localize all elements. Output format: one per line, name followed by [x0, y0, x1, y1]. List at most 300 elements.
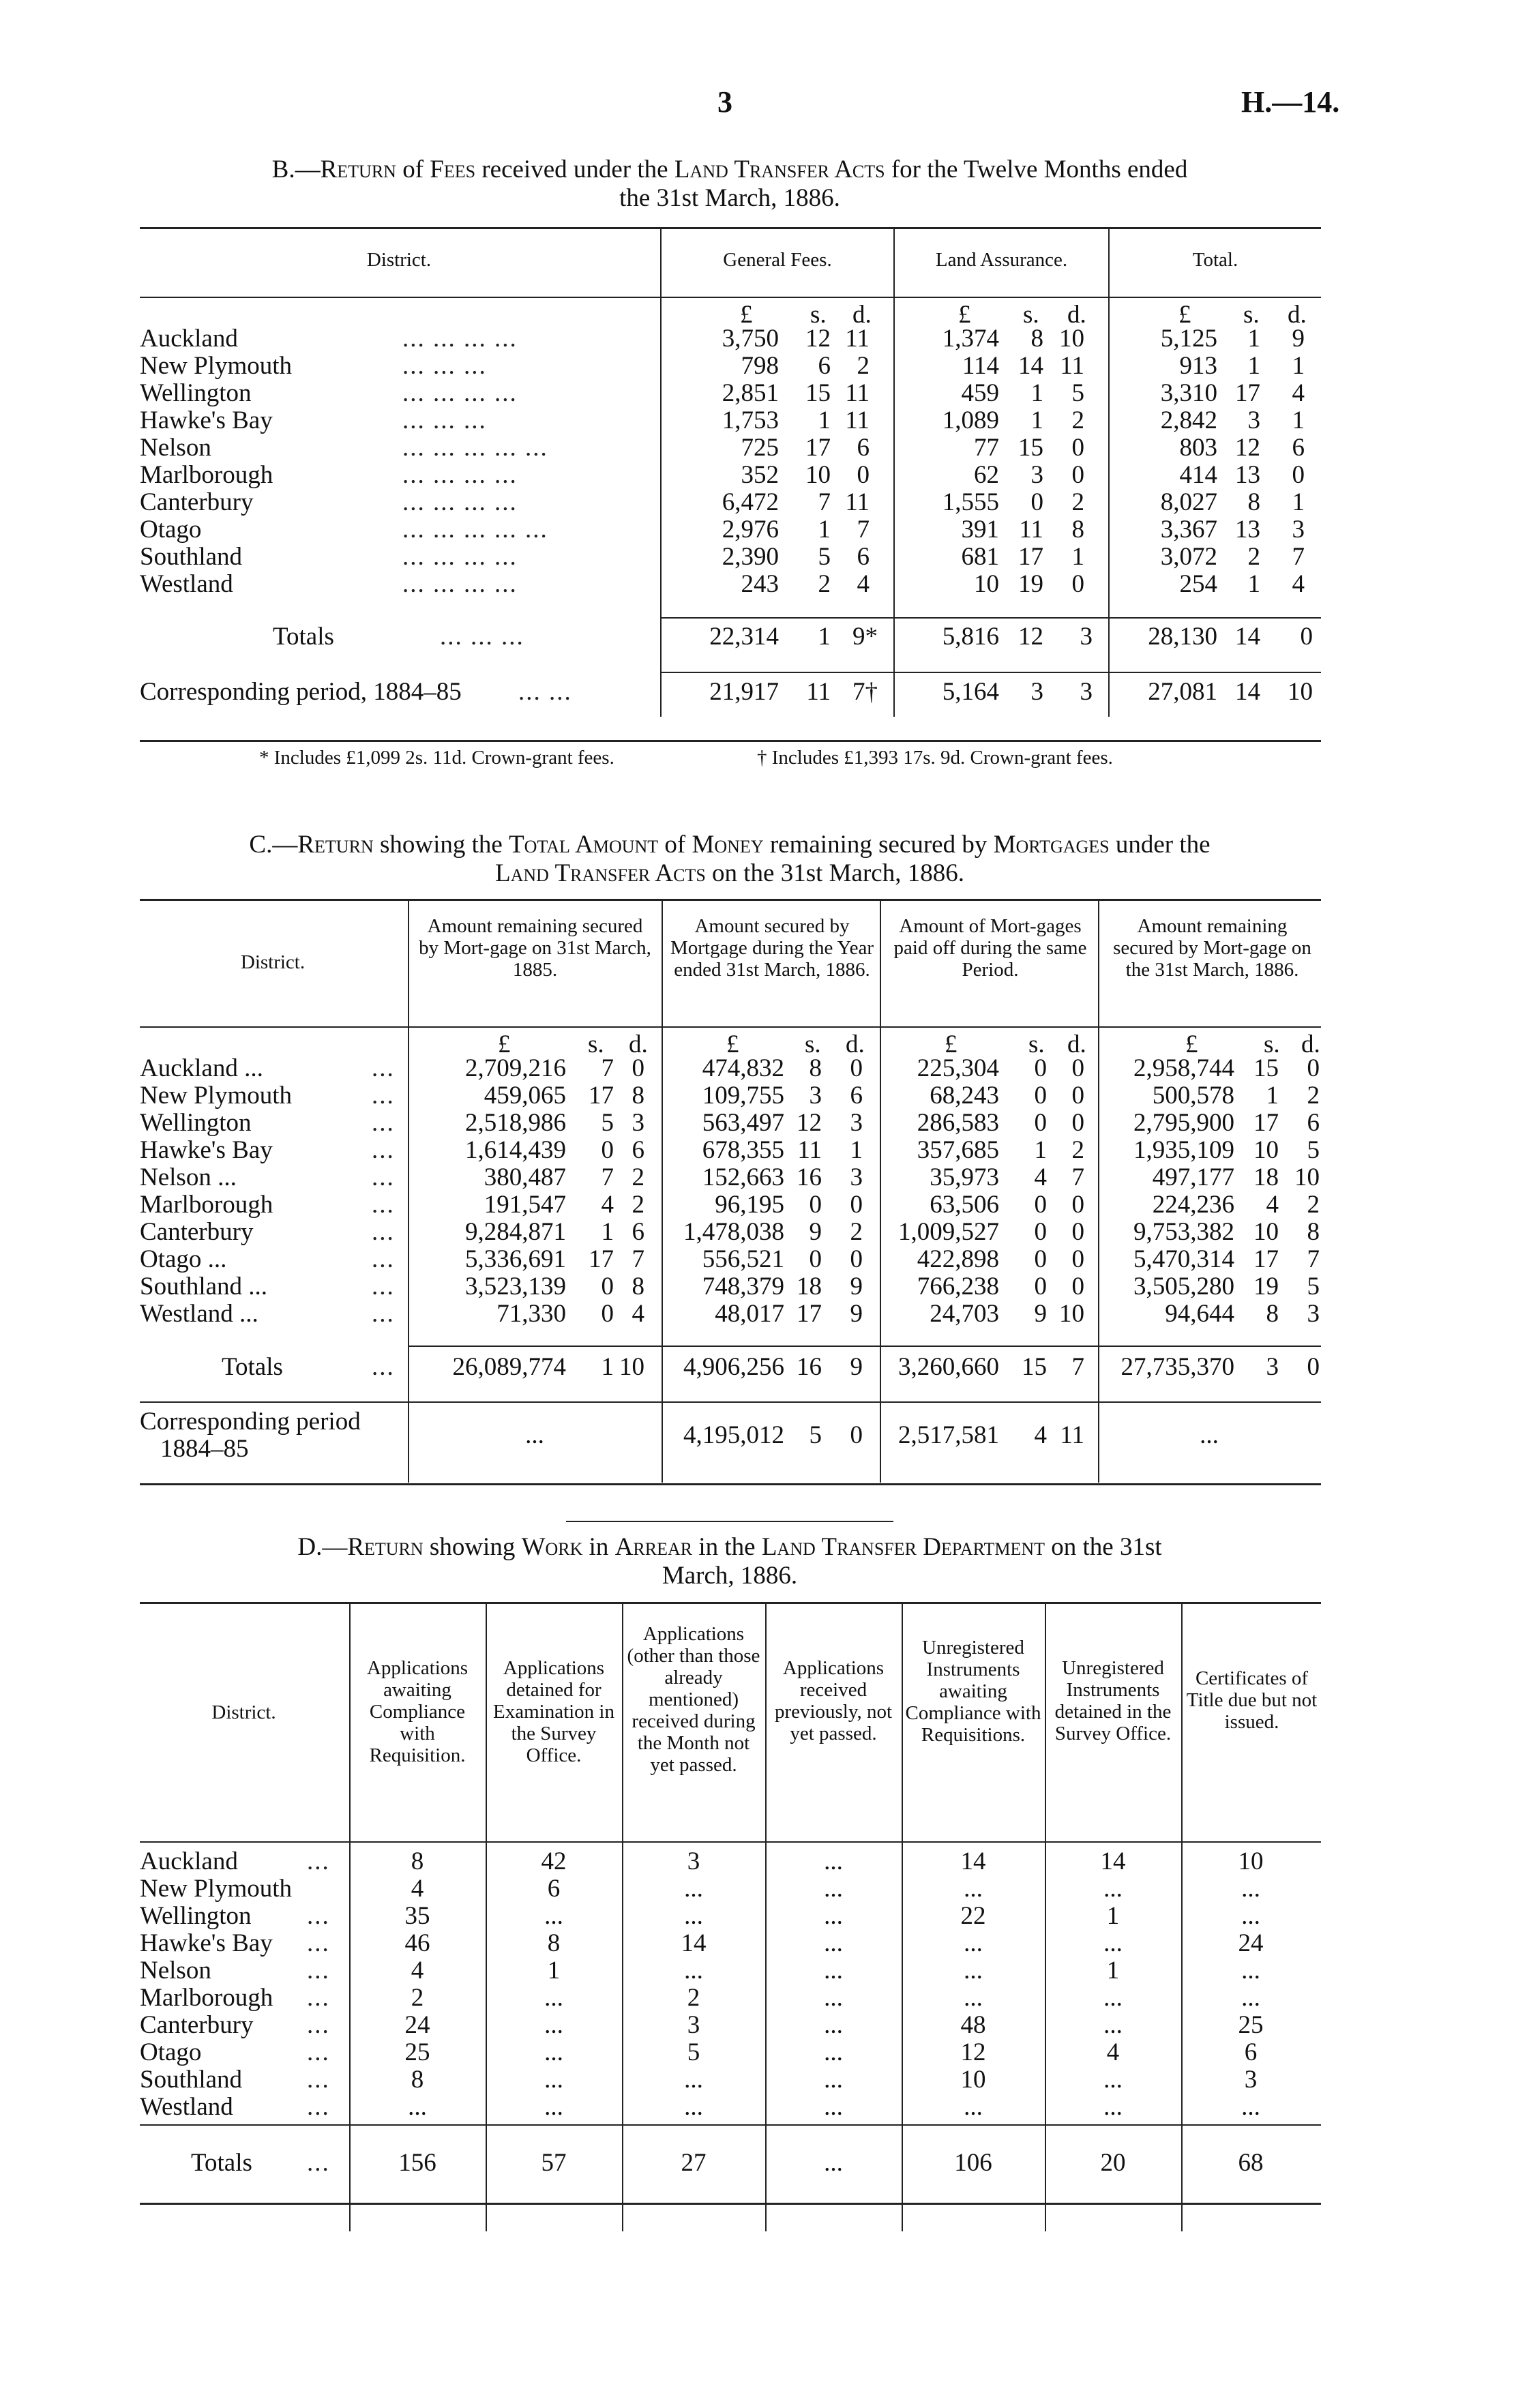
value-col-5: ...	[964, 2093, 983, 2121]
tot-pence: 9	[1292, 325, 1305, 353]
gf-pounds: 22,314	[709, 623, 779, 651]
section-b-totals-rule	[660, 617, 1321, 619]
district-name: Marlborough	[140, 1191, 273, 1219]
tot-pounds: 3,310	[1160, 379, 1217, 407]
b-pounds: 96,195	[715, 1191, 784, 1219]
table-row	[0, 542, 1514, 569]
a-pence: 2	[632, 1163, 644, 1191]
gf-shillings: 17	[805, 434, 831, 462]
corresponding-label-year: 1884–85	[160, 1435, 249, 1463]
tot-shillings: 17	[1235, 379, 1260, 407]
table-row	[0, 2092, 1514, 2120]
e-shillings: 10	[1253, 1218, 1279, 1246]
section-b-bottom-rule	[140, 740, 1321, 742]
tot-pence: 6	[1292, 434, 1305, 462]
a-pence: 0	[632, 1054, 644, 1082]
a-shillings: 5	[601, 1109, 614, 1137]
section-d-header-district: District.	[211, 1701, 276, 1723]
b-pence: 0	[850, 1054, 863, 1082]
leader-dots: ...	[307, 2149, 330, 2177]
tot-pence: 10	[1288, 678, 1313, 706]
gf-pounds: 725	[741, 434, 779, 462]
b-shillings: 3	[809, 1082, 822, 1110]
tot-pence: 0	[1292, 461, 1305, 489]
gf-pence: 2	[857, 352, 870, 380]
value-col-1: 8	[411, 1847, 424, 1875]
value-col-2: ...	[544, 2038, 563, 2066]
value-col-2: 42	[541, 1847, 567, 1875]
district-name: Westland ...	[140, 1300, 258, 1328]
value-col-4: ...	[824, 1929, 843, 1957]
la-pounds: 5,816	[942, 623, 999, 651]
a-pounds: 2,709,216	[465, 1054, 566, 1082]
gf-pounds: 3,750	[722, 325, 779, 353]
e-pence: 0	[1307, 1054, 1320, 1082]
la-pounds: 681	[961, 543, 999, 571]
tot-pence: 0	[1300, 623, 1313, 651]
value-col-2: ...	[544, 1984, 563, 2012]
la-shillings: 19	[1018, 570, 1043, 598]
gf-pence: 11	[845, 379, 870, 407]
b-pounds: 4,906,256	[683, 1353, 784, 1381]
value-col-1: ...	[408, 2093, 427, 2121]
c-shillings: 0	[1034, 1273, 1047, 1300]
value-col-3: 2	[687, 1984, 700, 2012]
table-row	[0, 1108, 1514, 1135]
gf-pence: 7†	[852, 678, 878, 706]
tot-pounds: 803	[1179, 434, 1217, 462]
district-name: Otago ...	[140, 1245, 227, 1273]
section-b-title: B.—Return of Fees received under the Land Transfer Acts for the Twelve Months ended the 31st March, 1886.	[271, 155, 1188, 212]
table-row	[0, 2038, 1514, 2065]
value-col-7: ...	[1241, 1984, 1260, 2012]
la-pence: 8	[1071, 516, 1084, 544]
a-pounds: 26,089,774	[452, 1353, 566, 1381]
leader-dots: ...	[372, 1109, 395, 1137]
a-shillings: 7	[601, 1054, 614, 1082]
totals-row	[0, 622, 1514, 649]
total-col-5: 106	[954, 2149, 992, 2177]
a-pence: 8	[632, 1082, 644, 1110]
tot-pounds: 3,072	[1160, 543, 1217, 571]
e-pence: 7	[1307, 1245, 1320, 1273]
value-col-4: ...	[824, 1984, 843, 2012]
c-pounds: 766,238	[917, 1273, 999, 1300]
e-pounds: 2,958,744	[1133, 1054, 1234, 1082]
value-col-4: ...	[824, 2093, 843, 2121]
value-col-5: ...	[964, 1957, 983, 1985]
total-col-6: 20	[1100, 2149, 1126, 2177]
gf-shillings: 1	[818, 406, 831, 434]
totals-label: Totals	[222, 1353, 283, 1381]
district-name: Auckland	[140, 1847, 238, 1875]
value-col-6: ...	[1103, 1875, 1123, 1903]
b-pounds: 556,521	[702, 1245, 784, 1273]
value-col-6: ...	[1103, 1984, 1123, 2012]
gf-shillings: 1	[818, 623, 831, 651]
c-shillings: 0	[1034, 1191, 1047, 1219]
value-col-6: ...	[1103, 2011, 1123, 2039]
la-shillings: 1	[1030, 406, 1043, 434]
gf-pounds: 2,390	[722, 543, 779, 571]
c-pence: 7	[1071, 1353, 1084, 1381]
gf-pounds: 243	[741, 570, 779, 598]
la-pence: 1	[1071, 543, 1084, 571]
b-shillings: 17	[797, 1300, 822, 1328]
value-col-6: 1	[1106, 1957, 1120, 1985]
section-d-top-rule	[140, 1602, 1321, 1604]
section-d-header-col2: Applications detained for Examination in the Survey Office.	[493, 1657, 614, 1766]
a-pounds: 1,614,439	[465, 1136, 566, 1164]
value-col-6: 4	[1106, 2038, 1120, 2066]
tot-shillings: 1	[1247, 352, 1260, 380]
district-name: Marlborough	[140, 461, 273, 489]
b-pence: 0	[850, 1421, 863, 1449]
la-shillings: 12	[1018, 623, 1043, 651]
leader-dots: ...	[372, 1353, 395, 1381]
district-name: Otago	[140, 2038, 202, 2066]
table-row	[0, 488, 1514, 515]
c-shillings: 0	[1034, 1109, 1047, 1137]
table-row	[0, 1217, 1514, 1245]
gf-pence: 4	[857, 570, 870, 598]
tot-pounds: 3,367	[1160, 516, 1217, 544]
leader-dots: ...	[307, 2066, 330, 2094]
e-pounds: 94,644	[1165, 1300, 1234, 1328]
section-b-footnote-2: † Includes £1,393 17s. 9d. Crown-grant fees.	[757, 747, 1113, 769]
value-col-5: 22	[960, 1902, 986, 1930]
e-pounds: 497,177	[1152, 1163, 1234, 1191]
a-pence: 10	[619, 1353, 644, 1381]
table-row	[0, 515, 1514, 542]
district-name: Marlborough	[140, 1984, 273, 2012]
e-pence: 2	[1307, 1082, 1320, 1110]
value-col-4: ...	[824, 2038, 843, 2066]
value-col-1: 8	[411, 2066, 424, 2094]
table-row	[0, 460, 1514, 488]
table-row	[0, 1847, 1514, 1874]
table-row	[0, 1299, 1514, 1326]
gf-pence: 11	[845, 488, 870, 516]
value-col-1: 25	[404, 2038, 430, 2066]
leader-dots: ...	[307, 1957, 330, 1985]
tot-pounds: 27,081	[1148, 678, 1217, 706]
leader-dots: ... ... ...	[440, 623, 524, 651]
section-c-header-col3: Amount of Mort-gages paid off during the same Period.	[893, 915, 1087, 981]
section-c-totals-rule-2	[140, 1401, 1321, 1403]
value-col-4: ...	[824, 1875, 843, 1903]
value-col-6: ...	[1103, 2093, 1123, 2121]
value-col-1: 4	[411, 1875, 424, 1903]
section-d-header-col1: Applications awaiting Compliance with Requisition.	[366, 1657, 469, 1766]
tot-pence: 4	[1292, 379, 1305, 407]
la-pounds: 114	[962, 352, 999, 380]
b-shillings: 9	[809, 1218, 822, 1246]
c-shillings: 0	[1034, 1082, 1047, 1110]
gf-shillings: 6	[818, 352, 831, 380]
e-shillings: 15	[1253, 1054, 1279, 1082]
la-pence: 0	[1071, 461, 1084, 489]
leader-dots: ... ... ... ...	[402, 570, 518, 598]
value-col-1: 2	[411, 1984, 424, 2012]
c-pounds: 422,898	[917, 1245, 999, 1273]
c-pounds: 225,304	[917, 1054, 999, 1082]
b-shillings: 16	[797, 1163, 822, 1191]
a-shillings: 0	[601, 1136, 614, 1164]
gf-shillings: 1	[818, 516, 831, 544]
gf-pounds: 21,917	[709, 678, 779, 706]
value-col-2: 6	[547, 1875, 561, 1903]
leader-dots: ... ...	[518, 678, 572, 706]
table-row	[0, 1901, 1514, 1929]
section-d-title: D.—Return showing Work in Arrear in the Land Transfer Department on the 31st March, 1886.	[297, 1533, 1162, 1590]
section-b-footnote-1: * Includes £1,099 2s. 11d. Crown-grant fees.	[259, 747, 614, 769]
la-pence: 0	[1071, 434, 1084, 462]
total-col-3: 27	[681, 2149, 707, 2177]
leader-dots: ... ... ...	[402, 352, 487, 380]
table-row	[0, 2010, 1514, 2038]
a-pence: 8	[632, 1273, 644, 1300]
section-c-title: C.—Return showing the Total Amount of Money remaining secured by Mortgages under the Land Transfer Acts on the 31st March, 1886.	[249, 831, 1211, 887]
a-pence: 3	[632, 1109, 644, 1137]
leader-dots: ...	[307, 1984, 330, 2012]
b-pence: 9	[850, 1273, 863, 1300]
tot-shillings: 1	[1247, 325, 1260, 353]
district-name: Auckland	[140, 325, 238, 353]
e-pounds: 224,236	[1152, 1191, 1234, 1219]
leader-dots: ... ... ... ...	[402, 461, 518, 489]
c-pounds: 2,517,581	[898, 1421, 999, 1449]
e-shillings: 8	[1266, 1300, 1279, 1328]
corresponding-label: Corresponding period, 1884–85	[140, 678, 462, 706]
gf-pounds: 2,976	[722, 516, 779, 544]
b-pounds: 748,379	[702, 1273, 784, 1300]
totals-row	[0, 2148, 1514, 2175]
gf-pence: 0	[857, 461, 870, 489]
a-pence: 4	[632, 1300, 644, 1328]
section-c-header-col2: Amount secured by Mortgage during the Year ended 31st March, 1886.	[670, 915, 874, 981]
a-pence: 6	[632, 1136, 644, 1164]
district-name: Wellington	[140, 1109, 252, 1137]
totals-row	[0, 1352, 1514, 1380]
page-number: 3	[717, 85, 732, 119]
value-col-4: ...	[824, 2066, 843, 2094]
b-shillings: 16	[797, 1353, 822, 1381]
a-pounds: 71,330	[496, 1300, 566, 1328]
table-row	[0, 1163, 1514, 1190]
value-col-7: ...	[1241, 1875, 1260, 1903]
value-col-5: 48	[960, 2011, 986, 2039]
tot-shillings: 14	[1235, 623, 1260, 651]
e-pence: 8	[1307, 1218, 1320, 1246]
c-shillings: 1	[1034, 1136, 1047, 1164]
section-c-header-col1: Amount remaining secured by Mort-gage on 31st March, 1885.	[419, 915, 651, 981]
leader-dots: ...	[372, 1218, 395, 1246]
la-shillings: 8	[1030, 325, 1043, 353]
value-col-3: 3	[687, 2011, 700, 2039]
c-pounds: 24,703	[930, 1300, 999, 1328]
leader-dots: ...	[307, 2093, 330, 2121]
e-shillings: 3	[1266, 1353, 1279, 1381]
c-shillings: 0	[1034, 1218, 1047, 1246]
value-col-1: 35	[404, 1902, 430, 1930]
value-col-3: 14	[681, 1929, 707, 1957]
page-reference: H.—14.	[1241, 85, 1340, 119]
district-name: Hawke's Bay	[140, 1929, 273, 1957]
c-shillings: 4	[1034, 1163, 1047, 1191]
la-pounds: 10	[974, 570, 999, 598]
district-name: Nelson ...	[140, 1163, 237, 1191]
value-col-5: ...	[964, 1984, 983, 2012]
a-pence: 7	[632, 1245, 644, 1273]
value-col-2: ...	[544, 2093, 563, 2121]
section-d-header-col5: Unregistered Instruments awaiting Compliance with Requisitions.	[905, 1637, 1041, 1746]
tot-pounds: 913	[1179, 352, 1217, 380]
b-pence: 9	[850, 1300, 863, 1328]
la-pence: 11	[1060, 352, 1084, 380]
c-shillings: 0	[1034, 1054, 1047, 1082]
tot-pounds: 5,125	[1160, 325, 1217, 353]
value-col-4: ...	[824, 1957, 843, 1985]
section-c-totals-rule	[408, 1346, 1321, 1347]
c-pounds: 286,583	[917, 1109, 999, 1137]
c-shillings: 0	[1034, 1245, 1047, 1273]
tot-pence: 7	[1292, 543, 1305, 571]
district-name: New Plymouth	[140, 352, 293, 380]
section-c-top-rule	[140, 899, 1321, 901]
c-pence: 0	[1071, 1109, 1084, 1137]
leader-dots: ...	[307, 1847, 330, 1875]
value-col-6: 1	[1106, 1902, 1120, 1930]
la-pence: 2	[1071, 488, 1084, 516]
table-row	[0, 351, 1514, 378]
value-col-6: ...	[1103, 1929, 1123, 1957]
leader-dots: ...	[372, 1136, 395, 1164]
section-b-header-assurance: Land Assurance.	[935, 249, 1068, 271]
c-pence: 0	[1071, 1191, 1084, 1219]
la-shillings: 11	[1019, 516, 1043, 544]
value-col-3: 5	[687, 2038, 700, 2066]
a-pounds: 380,487	[484, 1163, 566, 1191]
section-d-totals-rule	[140, 2124, 1321, 2126]
table-row	[0, 1929, 1514, 1956]
table-row	[0, 1135, 1514, 1163]
c-pence: 0	[1071, 1245, 1084, 1273]
e-shillings: 10	[1253, 1136, 1279, 1164]
value-col-4: ...	[824, 1847, 843, 1875]
a-shillings: 4	[601, 1191, 614, 1219]
corresponding-label: Corresponding period	[140, 1408, 361, 1436]
leader-dots: ...	[307, 1929, 330, 1957]
value-col-7: 10	[1238, 1847, 1264, 1875]
c-pounds: 357,685	[917, 1136, 999, 1164]
a-pounds: 459,065	[484, 1082, 566, 1110]
leader-dots: ... ... ...	[402, 406, 487, 434]
section-d-header-col3: Applications (other than those already mentioned) received during the Month not yet passed.	[627, 1623, 760, 1776]
value-col-2: ...	[544, 1902, 563, 1930]
la-pence: 10	[1059, 325, 1084, 353]
la-pounds: 391	[961, 516, 999, 544]
section-c-units: £ s. d. £ s. d. £ s. d. £ s. d.	[498, 1030, 1320, 1058]
b-shillings: 5	[809, 1421, 822, 1449]
value-col-2: ...	[544, 2066, 563, 2094]
leader-dots: ...	[372, 1245, 395, 1273]
value-col-3: ...	[684, 2093, 703, 2121]
table-row	[0, 1956, 1514, 1983]
b-shillings: 0	[809, 1191, 822, 1219]
gf-pounds: 2,851	[722, 379, 779, 407]
leader-dots: ... ... ... ...	[402, 543, 518, 571]
value-col-3: 3	[687, 1847, 700, 1875]
e-pence: 10	[1294, 1163, 1320, 1191]
e-pence: 3	[1307, 1300, 1320, 1328]
value-col-2: ...	[544, 2011, 563, 2039]
total-col-7: 68	[1238, 2149, 1264, 2177]
b-pounds: 563,497	[702, 1109, 784, 1137]
e-empty: ...	[1200, 1421, 1219, 1449]
e-pounds: 2,795,900	[1133, 1109, 1234, 1137]
tot-shillings: 1	[1247, 570, 1260, 598]
table-row	[0, 1874, 1514, 1901]
la-shillings: 3	[1030, 461, 1043, 489]
value-col-2: 8	[547, 1929, 561, 1957]
totals-label: Totals	[273, 623, 334, 651]
section-b-header-rule	[140, 297, 1321, 298]
la-pounds: 1,089	[942, 406, 999, 434]
section-c-bottom-rule	[140, 1483, 1321, 1485]
value-col-7: ...	[1241, 1957, 1260, 1985]
leader-dots: ... ... ... ...	[402, 379, 518, 407]
tot-shillings: 3	[1247, 406, 1260, 434]
value-col-1: 4	[411, 1957, 424, 1985]
leader-dots: ...	[307, 2011, 330, 2039]
section-b-header-district: District.	[366, 249, 432, 271]
district-name: Wellington	[140, 1902, 252, 1930]
gf-pence: 6	[857, 543, 870, 571]
la-shillings: 1	[1030, 379, 1043, 407]
district-name: Nelson	[140, 434, 211, 462]
tot-pounds: 414	[1179, 461, 1217, 489]
e-pence: 5	[1307, 1273, 1320, 1300]
tot-shillings: 8	[1247, 488, 1260, 516]
a-pounds: 2,518,986	[465, 1109, 566, 1137]
total-col-4: ...	[824, 2149, 843, 2177]
value-col-5: ...	[964, 1875, 983, 1903]
b-shillings: 12	[797, 1109, 822, 1137]
corresponding-row	[0, 1407, 1514, 1468]
e-pence: 0	[1307, 1353, 1320, 1381]
gf-pounds: 798	[741, 352, 779, 380]
gf-pence: 9*	[852, 623, 878, 651]
e-shillings: 19	[1253, 1273, 1279, 1300]
b-pence: 6	[850, 1082, 863, 1110]
gf-shillings: 15	[805, 379, 831, 407]
gf-pence: 6	[857, 434, 870, 462]
a-pounds: 3,523,139	[465, 1273, 566, 1300]
leader-dots: ...	[372, 1163, 395, 1191]
leader-dots: ...	[372, 1082, 395, 1110]
district-name: Westland	[140, 2093, 233, 2121]
e-pounds: 27,735,370	[1120, 1353, 1234, 1381]
gf-pounds: 6,472	[722, 488, 779, 516]
e-shillings: 17	[1253, 1245, 1279, 1273]
gf-shillings: 12	[805, 325, 831, 353]
gf-shillings: 5	[818, 543, 831, 571]
a-shillings: 17	[589, 1245, 614, 1273]
e-shillings: 17	[1253, 1109, 1279, 1137]
c-pounds: 1,009,527	[898, 1218, 999, 1246]
leader-dots: ...	[372, 1273, 395, 1300]
